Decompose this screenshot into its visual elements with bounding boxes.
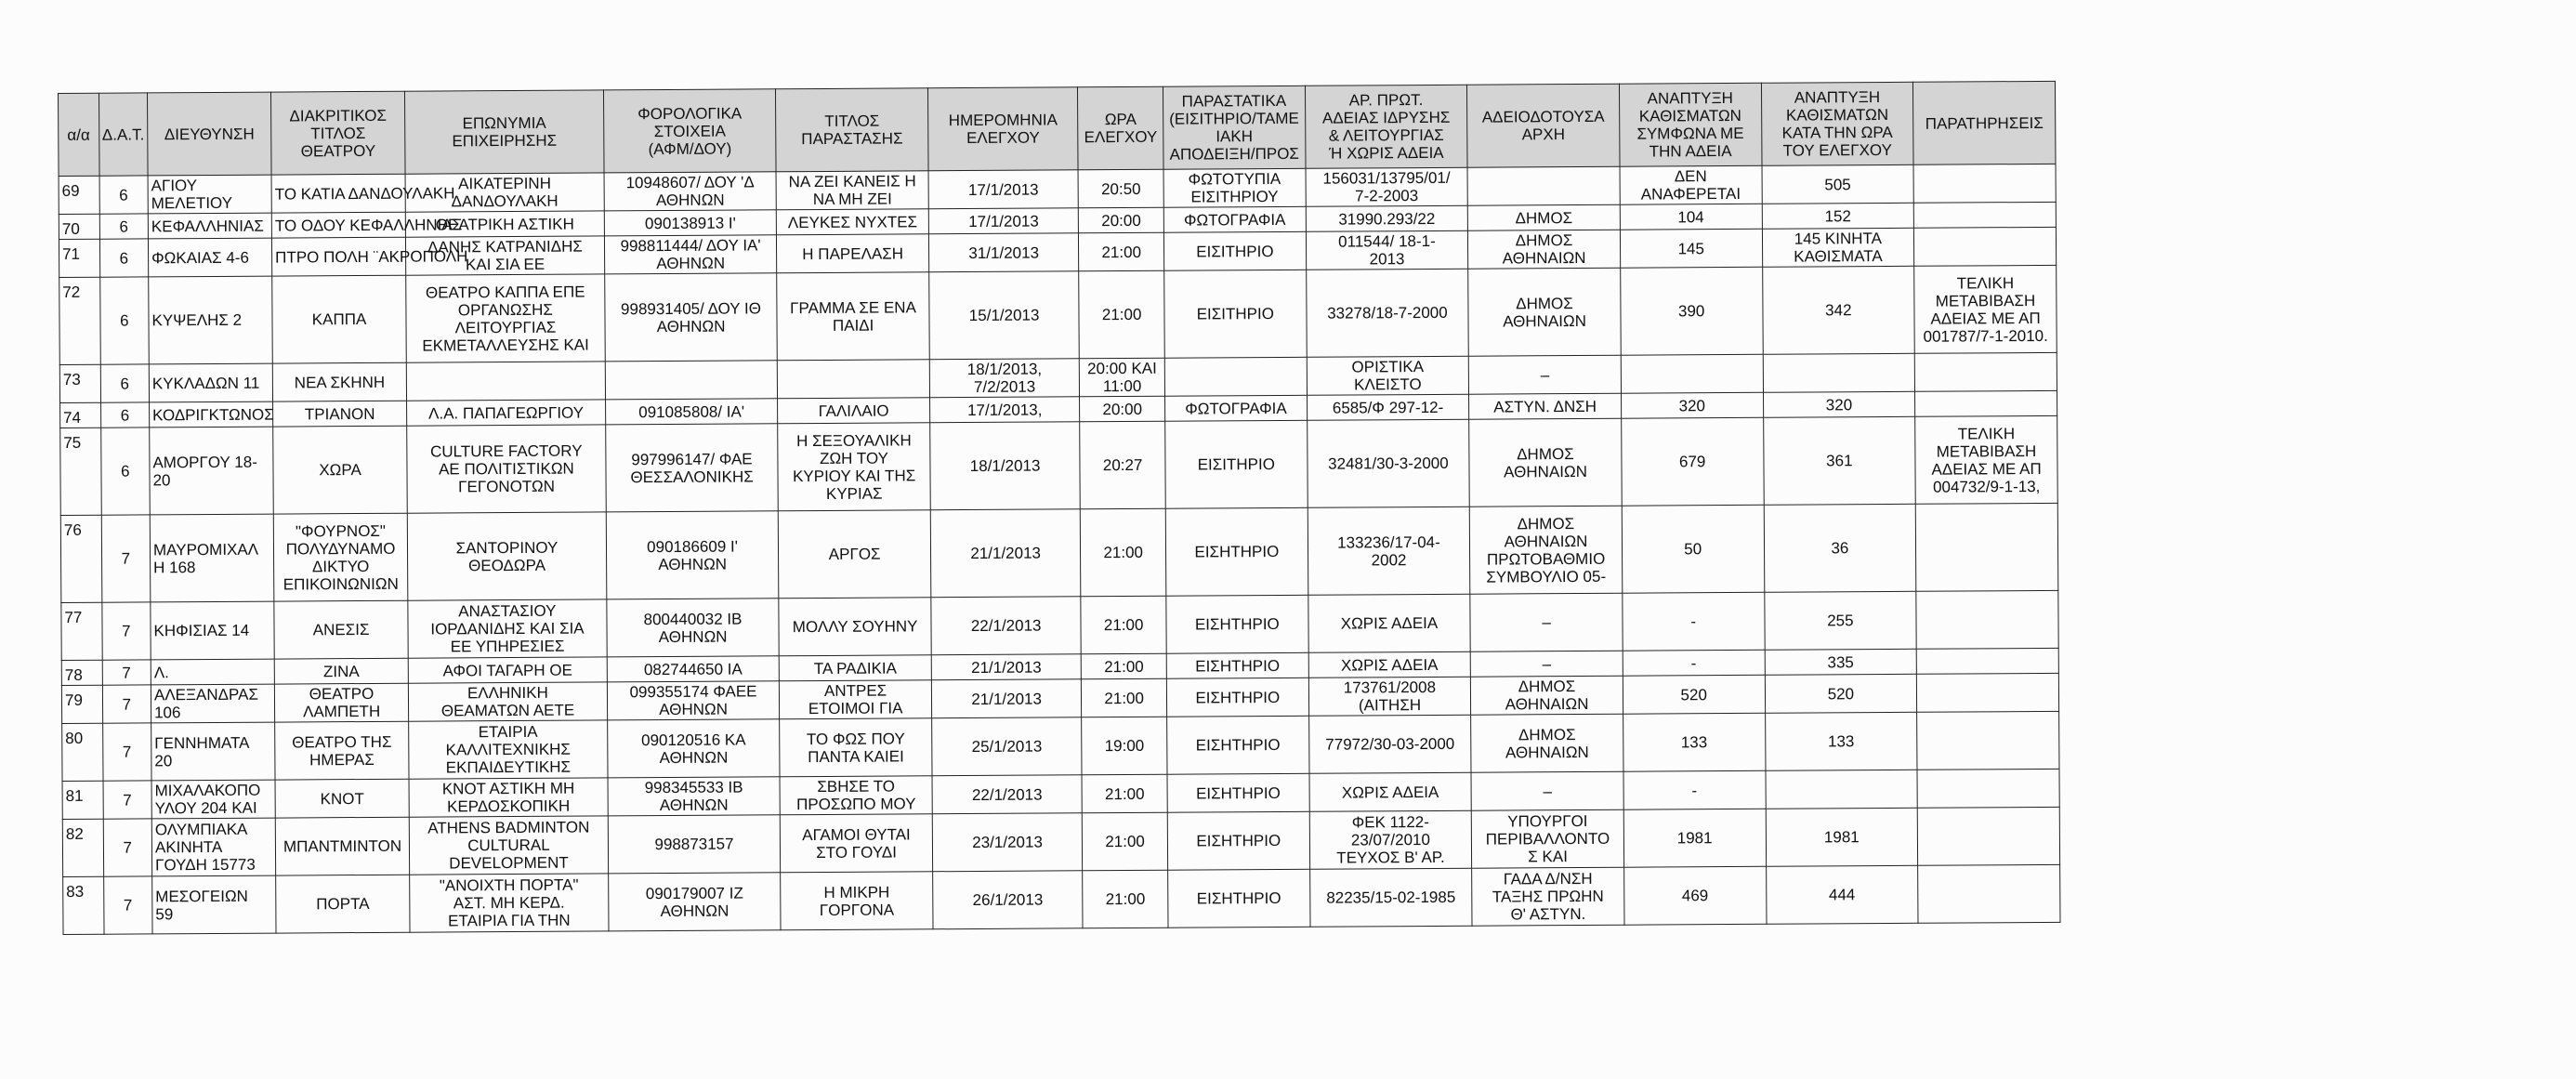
cell-tax-data: 091085808/ ΙΑ'	[605, 399, 778, 425]
cell-remarks	[1915, 390, 2057, 416]
cell-tax-data: 998931405/ ΔΟΥ ΙΘ ΑΘΗΝΩΝ	[605, 273, 778, 362]
cell-licence-number: 011544/ 18-1- 2013	[1306, 230, 1468, 270]
cell-address: ΜΙΧΑΛΑΚΟΠΟ ΥΛΟΥ 204 ΚΑΙ	[151, 780, 275, 819]
cell-remarks: ΤΕΛΙΚΗ ΜΕΤΑΒΙΒΑΣΗ ΑΔΕΙΑΣ ΜΕ ΑΠ 004732/9-1-13,	[1915, 415, 2057, 504]
cell-aa: 71	[59, 239, 99, 277]
table-row	[63, 864, 2060, 934]
cell-play-title: ΓΑΛΙΛΑΙΟ	[778, 398, 930, 424]
cell-seats-licensed: -	[1623, 650, 1765, 676]
cell-licence-number: ΦΕΚ 1122- 23/07/2010 ΤΕΥΧΟΣ Β' ΑΡ.	[1309, 810, 1472, 869]
cell-inspection-date: 15/1/2013	[929, 271, 1080, 360]
cell-seats-at-inspection: 342	[1762, 266, 1914, 354]
cell-inspection-date: 23/1/2013	[932, 813, 1083, 872]
cell-dat: 7	[101, 602, 151, 660]
cell-seats-licensed: 50	[1622, 505, 1764, 593]
cell-seats-licensed: 320	[1621, 392, 1763, 418]
cell-seats-licensed	[1621, 354, 1763, 393]
cell-dat: 6	[100, 364, 150, 402]
col-header-address: ΔΙΕΥΘΥΝΣΗ	[147, 92, 271, 176]
col-header-documents: ΠΑΡΑΣΤΑΤΙΚΑ (ΕΙΣΙΤΗΡΙΟ/ΤΑΜΕ ΙΑΚΗ ΑΠΟΔΕΙΞΗ/ΠΡΟΣ	[1163, 86, 1305, 169]
cell-dat: 7	[103, 781, 152, 819]
cell-remarks	[1916, 590, 2058, 649]
cell-address: ΟΛΥΜΠΙΑΚΑ ΑΚΙΝΗΤΑ ΓΟΥΔΗ 15773	[151, 818, 275, 876]
cell-play-title: ΣΒΗΣΕ ΤΟ ΠΡΟΣΩΠΟ ΜΟΥ	[780, 776, 932, 815]
cell-address: ΓΕΝΝΗΜΑΤΑ 20	[151, 722, 275, 781]
cell-documents: ΕΙΣΗΤΗΡΙΟ	[1167, 811, 1309, 870]
col-header-dat: Δ.Α.Τ.	[99, 93, 148, 176]
cell-theatre-title: ΑΝΕΣΙΣ	[274, 600, 408, 659]
cell-aa: 80	[62, 723, 103, 781]
cell-licence-number: 6585/Φ 297-12-	[1307, 394, 1469, 420]
cell-inspection-time: 21:00	[1083, 812, 1168, 871]
cell-aa: 75	[60, 428, 101, 515]
cell-tax-data	[605, 361, 778, 400]
cell-address: ΚΥΨΕΛΗΣ 2	[149, 276, 273, 364]
cell-theatre-title: ΤΟ ΟΔΟΥ ΚΕΦΑΛΛΗΝΙΑΣ	[271, 212, 405, 238]
cell-aa: 74	[60, 402, 101, 428]
cell-seats-at-inspection: 152	[1762, 203, 1914, 229]
cell-documents: ΦΩΤΟΤΥΠΙΑ ΕΙΣΙΤΗΡΙΟΥ	[1163, 168, 1306, 207]
cell-licence-number: 156031/13795/01/ 7-2-2003	[1306, 167, 1468, 206]
cell-company-name: ΔΑΝΗΣ ΚΑΤΡΑΝΙΔΗΣ ΚΑΙ ΣΙΑ ΕΕ	[406, 236, 605, 275]
cell-licensing-authority: –	[1470, 593, 1623, 651]
cell-aa: 70	[59, 214, 99, 239]
cell-aa: 73	[59, 364, 100, 402]
cell-dat: 6	[100, 402, 150, 428]
cell-dat: 6	[99, 176, 149, 214]
cell-aa: 83	[63, 876, 104, 934]
cell-seats-licensed: 104	[1620, 204, 1762, 230]
cell-seats-licensed: 133	[1623, 713, 1765, 771]
cell-dat: 7	[102, 660, 151, 685]
cell-company-name: ΕΛΛΗΝΙΚΗ ΘΕΑΜΑΤΩΝ ΑΕΤΕ	[408, 682, 607, 721]
cell-licensing-authority: ΥΠΟΥΡΓΟΙ ΠΕΡΙΒΑΛΛΟΝΤΟ Σ ΚΑΙ	[1471, 809, 1623, 868]
cell-seats-licensed: 145	[1620, 229, 1762, 268]
cell-inspection-time: 21:00	[1083, 870, 1168, 928]
cell-inspection-date: 21/1/2013	[931, 654, 1082, 680]
cell-seats-at-inspection: 145 ΚΙΝΗΤΑ ΚΑΘΙΣΜΑΤΑ	[1762, 228, 1914, 267]
cell-inspection-time: 21:00	[1082, 653, 1167, 679]
cell-documents: ΕΙΣΗΤΗΡΙΟ	[1166, 678, 1308, 717]
cell-licensing-authority: –	[1470, 651, 1623, 677]
cell-documents: ΕΙΣΗΤΗΡΙΟ	[1166, 652, 1308, 678]
cell-remarks	[1917, 769, 2059, 808]
cell-theatre-title: ΜΠΑΝΤΜΙΝΤΟΝ	[275, 817, 409, 875]
cell-play-title: ΝΑ ΖΕΙ ΚΑΝΕΙΣ Η ΝΑ ΜΗ ΖΕΙ	[776, 171, 928, 210]
cell-company-name: "ΑΝΟΙΧΤΗ ΠΟΡΤΑ" ΑΣΤ. ΜΗ ΚΕΡΔ. ΕΤΑΙΡΙΑ ΓΙΑ ΤΗΝ	[410, 874, 609, 932]
cell-documents: ΕΙΣΗΤΗΡΙΟ	[1165, 507, 1308, 596]
cell-dat: 7	[102, 723, 151, 781]
cell-theatre-title: ΠΟΡΤΑ	[276, 875, 410, 933]
cell-inspection-date: 25/1/2013	[932, 717, 1083, 776]
cell-licence-number: ΧΩΡΙΣ ΑΔΕΙΑ	[1308, 594, 1471, 652]
cell-documents: ΕΙΣΗΤΗΡΙΟ	[1167, 716, 1309, 774]
cell-play-title: ΜΟΛΛΥ ΣΟΥΗΝΥ	[779, 598, 931, 656]
cell-seats-licensed: -	[1623, 592, 1765, 651]
cell-seats-at-inspection: 520	[1765, 674, 1917, 713]
cell-licence-number: 33278/18-7-2000	[1306, 269, 1468, 357]
cell-seats-licensed: 520	[1623, 675, 1765, 714]
cell-play-title: ΤΑ ΡΑΔΙΚΙΑ	[779, 655, 931, 681]
cell-play-title	[778, 360, 930, 399]
cell-dat: 7	[103, 876, 152, 934]
cell-aa: 82	[62, 819, 103, 876]
cell-documents: ΦΩΤΟΓΡΑΦΙΑ	[1163, 206, 1306, 232]
cell-theatre-title: ΤΡΙΑΝΟΝ	[273, 401, 407, 427]
cell-tax-data: 090138913 Ι'	[604, 210, 777, 236]
cell-seats-at-inspection: 335	[1765, 649, 1917, 675]
cell-company-name: ΘΕΑΤΡΙΚΗ ΑΣΤΙΚΗ	[405, 211, 604, 237]
col-header-seats-at-inspection: ΑΝΑΠΤΥΞΗ ΚΑΘΙΣΜΑΤΩΝ ΚΑΤΑ ΤΗΝ ΩΡΑ ΤΟΥ ΕΛΕΓΧΟΥ	[1761, 82, 1913, 165]
cell-inspection-time: 20:50	[1078, 169, 1163, 208]
cell-address: ΑΓΙΟΥ ΜΕΛΕΤΙΟΥ	[148, 175, 271, 214]
cell-licensing-authority: ΑΣΤΥΝ. ΔΝΣΗ	[1469, 393, 1622, 419]
cell-inspection-date: 21/1/2013	[930, 509, 1081, 598]
cell-play-title: Η ΣΕΞΟΥΑΛΙΚΗ ΖΩΗ ΤΟΥ ΚΥΡΙΟΥ ΚΑΙ ΤΗΣ ΚΥΡΙΑΣ	[778, 423, 930, 511]
theatre-inspection-table	[58, 81, 2060, 935]
cell-address: ΜΕΣΟΓΕΙΩΝ 59	[152, 875, 276, 934]
cell-company-name: ΘΕΑΤΡΟ ΚΑΠΠΑ ΕΠΕ ΟΡΓΑΝΩΣΗΣ ΛΕΙΤΟΥΡΓΙΑΣ ΕΚΜΕΤΑΛΛΕΥΣΗΣ ΚΑΙ	[406, 274, 605, 362]
cell-documents: ΕΙΣΙΤΗΡΙΟ	[1164, 270, 1307, 358]
cell-seats-at-inspection: 505	[1762, 164, 1914, 204]
cell-company-name	[406, 362, 605, 401]
cell-remarks	[1917, 711, 2059, 770]
cell-company-name: ATHENS BADMINTON CULTURAL DEVELOPMENT	[409, 816, 608, 875]
cell-inspection-time: 21:00	[1082, 678, 1167, 717]
cell-licence-number: 32481/30-3-2000	[1307, 419, 1469, 507]
cell-remarks	[1917, 673, 2059, 712]
cell-seats-licensed: ΔΕΝ ΑΝΑΦΕΡΕΤΑΙ	[1620, 165, 1762, 204]
cell-dat: 6	[99, 239, 149, 277]
cell-seats-at-inspection	[1763, 353, 1915, 392]
cell-company-name: ΑΙΚΑΤΕΡΙΝΗ ΔΑΝΔΟΥΛΑΚΗ	[405, 173, 604, 212]
cell-inspection-date: 17/1/2013,	[929, 397, 1080, 423]
cell-licensing-authority: ΔΗΜΟΣ ΑΘΗΝΑΙΩΝ	[1468, 268, 1621, 356]
cell-seats-at-inspection: 133	[1765, 712, 1917, 770]
cell-documents: ΕΙΣΙΤΗΡΙΟ	[1165, 420, 1308, 508]
cell-inspection-time: 21:00	[1081, 596, 1166, 654]
cell-documents	[1164, 357, 1307, 396]
cell-licensing-authority: –	[1468, 355, 1621, 394]
cell-play-title: ΓΡΑΜΜΑ ΣΕ ΕΝΑ ΠΑΙΔΙ	[777, 272, 929, 361]
cell-licence-number: ΧΩΡΙΣ ΑΔΕΙΑ	[1309, 772, 1472, 811]
cell-seats-at-inspection: 320	[1763, 391, 1915, 417]
cell-company-name: ΚΝΟΤ ΑΣΤΙΚΗ ΜΗ ΚΕΡΔΟΣΚΟΠΙΚΗ	[409, 778, 608, 817]
cell-seats-at-inspection: 361	[1763, 416, 1915, 505]
cell-dat: 6	[99, 214, 149, 239]
cell-licence-number: 77972/30-03-2000	[1308, 715, 1471, 773]
col-header-tax-data: ΦΟΡΟΛΟΓΙΚΑ ΣΤΟΙΧΕΙΑ (ΑΦΜ/ΔΟΥ)	[603, 89, 776, 173]
table-row	[60, 415, 2058, 515]
cell-company-name: ΣΑΝΤΟΡΙΝΟΥ ΘΕΟΔΩΡΑ	[407, 512, 606, 600]
cell-inspection-date: 17/1/2013	[928, 170, 1079, 209]
cell-seats-at-inspection: 444	[1766, 865, 1918, 924]
cell-inspection-date: 22/1/2013	[932, 775, 1083, 814]
cell-aa: 81	[62, 781, 103, 819]
cell-inspection-time: 20:00	[1079, 207, 1164, 233]
cell-seats-at-inspection: 255	[1764, 591, 1916, 650]
cell-tax-data: 10948607/ ΔΟΥ 'Δ ΑΘΗΝΩΝ	[604, 172, 777, 211]
cell-company-name: ΕΤΑΙΡΙΑ ΚΑΛΛΙΤΕΧΝΙΚΗΣ ΕΚΠΑΙΔΕΥΤΙΚΗΣ	[409, 720, 608, 779]
cell-play-title: ΤΟ ΦΩΣ ΠΟΥ ΠΑΝΤΑ ΚΑΙΕΙ	[780, 718, 932, 777]
cell-licence-number: 173761/2008 (ΑΙΤΗΣΗ	[1308, 677, 1471, 716]
cell-licence-number: 133236/17-04- 2002	[1308, 507, 1470, 595]
col-header-inspection-date: ΗΜΕΡΟΜΗΝΙΑ ΕΛΕΓΧΟΥ	[927, 87, 1078, 171]
col-header-seats-licensed: ΑΝΑΠΤΥΞΗ ΚΑΘΙΣΜΑΤΩΝ ΣΥΜΦΩΝΑ ΜΕ ΤΗΝ ΑΔΕΙΑ	[1619, 83, 1761, 166]
cell-aa: 76	[60, 515, 101, 602]
cell-tax-data: 998811444/ ΔΟΥ ΙΑ' ΑΘΗΝΩΝ	[604, 235, 777, 274]
table-row	[59, 265, 2057, 364]
cell-theatre-title: ΧΩΡΑ	[273, 426, 408, 514]
cell-play-title: ΑΝΤΡΕΣ ΕΤΟΙΜΟΙ ΓΙΑ	[780, 680, 932, 719]
col-header-inspection-time: ΩΡΑ ΕΛΕΓΧΟΥ	[1078, 86, 1163, 170]
cell-inspection-date: 21/1/2013	[931, 679, 1082, 718]
col-header-theatre-title: ΔΙΑΚΡΙΤΙΚΟΣ ΤΙΤΛΟΣ ΘΕΑΤΡΟΥ	[271, 91, 406, 175]
cell-play-title: ΛΕΥΚΕΣ ΝΥΧΤΕΣ	[777, 209, 929, 235]
col-header-play-title: ΤΙΤΛΟΣ ΠΑΡΑΣΤΑΣΗΣ	[776, 88, 928, 172]
cell-tax-data: 090120516 ΚΑ ΑΘΗΝΩΝ	[607, 719, 780, 778]
cell-remarks: ΤΕΛΙΚΗ ΜΕΤΑΒΙΒΑΣΗ ΑΔΕΙΑΣ ΜΕ ΑΠ 001787/7-1-2010.	[1914, 265, 2057, 353]
cell-inspection-time: 21:00	[1082, 774, 1167, 813]
cell-inspection-time: 21:00	[1081, 508, 1166, 597]
col-header-licensing-authority: ΑΔΕΙΟΔΟΤΟΥΣΑ ΑΡΧΗ	[1467, 84, 1620, 167]
cell-theatre-title: ΤΟ ΚΑΤΙΑ ΔΑΝΔΟΥΛΑΚΗ	[271, 174, 405, 213]
cell-play-title: ΑΡΓΟΣ	[779, 510, 931, 599]
cell-dat: 7	[102, 685, 151, 723]
cell-play-title: ΑΓΑΜΟΙ ΘΥΤΑΙ ΣΤΟ ΓΟΥΔΙ	[781, 814, 933, 873]
cell-address: ΚΕΦΑΛΛΗΝΙΑΣ	[148, 213, 271, 239]
cell-licensing-authority: ΔΗΜΟΣ ΑΘΗΝΑΙΩΝ	[1469, 418, 1622, 507]
cell-licence-number: 82235/15-02-1985	[1309, 868, 1472, 927]
cell-theatre-title: ΘΕΑΤΡΟ ΤΗΣ ΗΜΕΡΑΣ	[275, 721, 409, 780]
cell-licensing-authority: ΔΗΜΟΣ ΑΘΗΝΑΙΩΝ	[1471, 714, 1623, 772]
cell-inspection-time: 19:00	[1082, 717, 1167, 775]
col-header-remarks: ΠΑΡΑΤΗΡΗΣΕΙΣ	[1913, 81, 2056, 164]
cell-inspection-date: 18/1/2013	[930, 422, 1081, 510]
cell-documents: ΕΙΣΗΤΗΡΙΟ	[1167, 773, 1309, 812]
cell-remarks	[1917, 807, 2059, 865]
cell-play-title: Η ΠΑΡΕΛΑΣΗ	[777, 234, 929, 273]
cell-company-name: ΑΝΑΣΤΑΣΙΟΥ ΙΟΡΔΑΝΙΔΗΣ ΚΑΙ ΣΙΑ ΕΕ ΥΠΗΡΕΣΙΕΣ	[408, 599, 607, 658]
cell-theatre-title: ΘΕΑΤΡΟ ΛΑΜΠΕΤΗ	[274, 683, 408, 722]
cell-dat: 7	[103, 819, 152, 876]
cell-dat: 6	[100, 428, 150, 515]
cell-licence-number: ΧΩΡΙΣ ΑΔΕΙΑ	[1308, 651, 1471, 678]
cell-aa: 77	[61, 602, 102, 660]
cell-theatre-title: ΚΑΠΠΑ	[272, 275, 407, 363]
cell-licensing-authority: ΔΗΜΟΣ ΑΘΗΝΑΙΩΝ ΠΡΩΤΟΒΑΘΜΙΟ ΣΥΜΒΟΥΛΙΟ 05-	[1469, 506, 1622, 594]
col-header-company-name: ΕΠΩΝΥΜΙΑ ΕΠΙΧΕΙΡΗΣΗΣ	[405, 90, 604, 174]
cell-seats-licensed: 390	[1621, 267, 1763, 355]
cell-documents: ΕΙΣΗΤΗΡΙΟ	[1166, 595, 1308, 653]
cell-address: Λ.	[151, 659, 274, 685]
cell-aa: 79	[61, 685, 102, 723]
cell-dat: 7	[101, 515, 151, 602]
cell-inspection-date: 17/1/2013	[928, 208, 1079, 234]
cell-tax-data: 998345533 ΙΒ ΑΘΗΝΩΝ	[608, 777, 781, 816]
cell-seats-licensed: 679	[1622, 417, 1764, 506]
cell-address: ΜΑΥΡΟΜΙΧΑΛ Η 168	[150, 514, 274, 602]
cell-licensing-authority: ΔΗΜΟΣ ΑΘΗΝΑΙΩΝ	[1468, 230, 1621, 269]
header-row	[59, 81, 2057, 176]
cell-company-name: CULTURE FACTORY ΑΕ ΠΟΛΙΤΙΣΤΙΚΩΝ ΓΕΓΟΝΟΤΩΝ	[407, 425, 606, 513]
cell-inspection-time: 20:00 ΚΑΙ 11:00	[1080, 358, 1165, 397]
cell-tax-data: 997996147/ ΦΑΕ ΘΕΣΣΑΛΟΝΙΚΗΣ	[606, 424, 779, 512]
cell-address: ΑΜΟΡΓΟΥ 18-20	[150, 427, 274, 515]
cell-tax-data: 082744650 ΙΑ	[607, 656, 780, 682]
cell-documents: ΕΙΣΗΤΗΡΙΟ	[1168, 869, 1310, 928]
cell-inspection-date: 31/1/2013	[928, 233, 1079, 272]
cell-documents: ΦΩΤΟΓΡΑΦΙΑ	[1164, 395, 1307, 421]
cell-seats-licensed: 1981	[1623, 809, 1766, 867]
cell-tax-data: 099355174 ΦΑΕΕ ΑΘΗΝΩΝ	[607, 681, 780, 720]
cell-seats-licensed: 469	[1623, 866, 1766, 925]
inspection-sheet	[58, 81, 2060, 935]
col-header-licence-number: ΑΡ. ΠΡΩΤ. ΑΔΕΙΑΣ ΙΔΡΥΣΗΣ & ΛΕΙΤΟΥΡΓΙΑΣ Ή ΧΩΡΙΣ ΑΔΕΙΑ	[1305, 85, 1467, 168]
cell-remarks	[1915, 503, 2057, 591]
col-header-aa: α/α	[59, 93, 99, 176]
cell-documents: ΕΙΣΙΤΗΡΙΟ	[1163, 231, 1306, 270]
cell-aa: 69	[59, 176, 99, 214]
cell-theatre-title: ΠΤΡΟ ΠΟΛΗ ¨ΑΚΡΟΠΟΛΗ	[272, 237, 406, 276]
cell-seats-at-inspection: 36	[1764, 504, 1916, 592]
cell-aa: 72	[59, 277, 100, 364]
cell-licensing-authority: ΔΗΜΟΣ ΑΘΗΝΑΙΩΝ	[1471, 676, 1623, 715]
cell-inspection-date: 18/1/2013, 7/2/2013	[929, 359, 1080, 398]
cell-remarks	[1918, 864, 2060, 923]
cell-licence-number: ΟΡΙΣΤΙΚΑ ΚΛΕΙΣΤΟ	[1307, 356, 1469, 395]
cell-tax-data: 800440032 ΙΒ ΑΘΗΝΩΝ	[607, 599, 780, 657]
cell-inspection-time: 21:00	[1079, 232, 1164, 271]
cell-licensing-authority: –	[1471, 771, 1623, 810]
cell-play-title: Η ΜΙΚΡΗ ΓΟΡΓΟΝΑ	[781, 872, 933, 930]
cell-remarks	[1913, 202, 2056, 228]
cell-address: ΚΥΚΛΑΔΩΝ 11	[149, 363, 272, 402]
cell-remarks	[1916, 648, 2058, 674]
cell-dat: 6	[99, 277, 149, 364]
cell-licensing-authority: ΓΑΔΑ Δ/ΝΣΗ ΤΑΞΗΣ ΠΡΩΗΝ Θ' ΑΣΤΥΝ.	[1472, 867, 1624, 926]
cell-seats-at-inspection	[1766, 770, 1918, 809]
cell-licensing-authority	[1467, 166, 1620, 205]
cell-address: ΦΩΚΑΙΑΣ 4-6	[148, 238, 271, 277]
cell-aa: 78	[61, 660, 102, 685]
cell-inspection-time: 21:00	[1079, 270, 1164, 359]
cell-company-name: Λ.Α. ΠΑΠΑΓΕΩΡΓΙΟΥ	[407, 400, 606, 426]
cell-address: ΚΟΔΡΙΓΚΤΩΝΟΣ	[150, 401, 273, 428]
cell-company-name: ΑΦΟΙ ΤΑΓΑΡΗ ΟΕ	[408, 657, 607, 683]
cell-theatre-title: ΚΝΟΤ	[275, 779, 409, 818]
cell-remarks	[1913, 164, 2056, 203]
cell-licence-number: 31990.293/22	[1306, 205, 1468, 231]
cell-inspection-time: 20:27	[1080, 421, 1165, 509]
cell-licensing-authority: ΔΗΜΟΣ	[1467, 204, 1620, 230]
table-row	[60, 503, 2058, 602]
cell-inspection-time: 20:00	[1080, 396, 1165, 422]
cell-theatre-title: ΝΕΑ ΣΚΗΝΗ	[272, 362, 406, 401]
cell-tax-data: 090186609 Ι' ΑΘΗΝΩΝ	[606, 511, 779, 599]
cell-seats-licensed: -	[1623, 770, 1766, 809]
cell-theatre-title: "ΦΟΥΡΝΟΣ" ΠΟΛΥΔΥΝΑΜΟ ΔΙΚΤΥΟ ΕΠΙΚΟΙΝΩΝΙΩΝ	[273, 513, 408, 601]
cell-theatre-title: ΖΙΝΑ	[274, 658, 408, 684]
table-body	[59, 164, 2060, 934]
cell-address: ΚΗΦΙΣΙΑΣ 14	[151, 601, 274, 660]
cell-inspection-date: 26/1/2013	[933, 871, 1084, 929]
cell-seats-at-inspection: 1981	[1766, 808, 1918, 866]
cell-inspection-date: 22/1/2013	[931, 597, 1082, 655]
cell-address: ΑΛΕΞΑΝΔΡΑΣ 106	[151, 684, 274, 723]
cell-tax-data: 090179007 ΙΖ ΑΘΗΝΩΝ	[608, 873, 781, 931]
cell-remarks	[1914, 352, 2057, 391]
cell-tax-data: 998873157	[608, 815, 781, 874]
cell-remarks	[1914, 227, 2057, 266]
